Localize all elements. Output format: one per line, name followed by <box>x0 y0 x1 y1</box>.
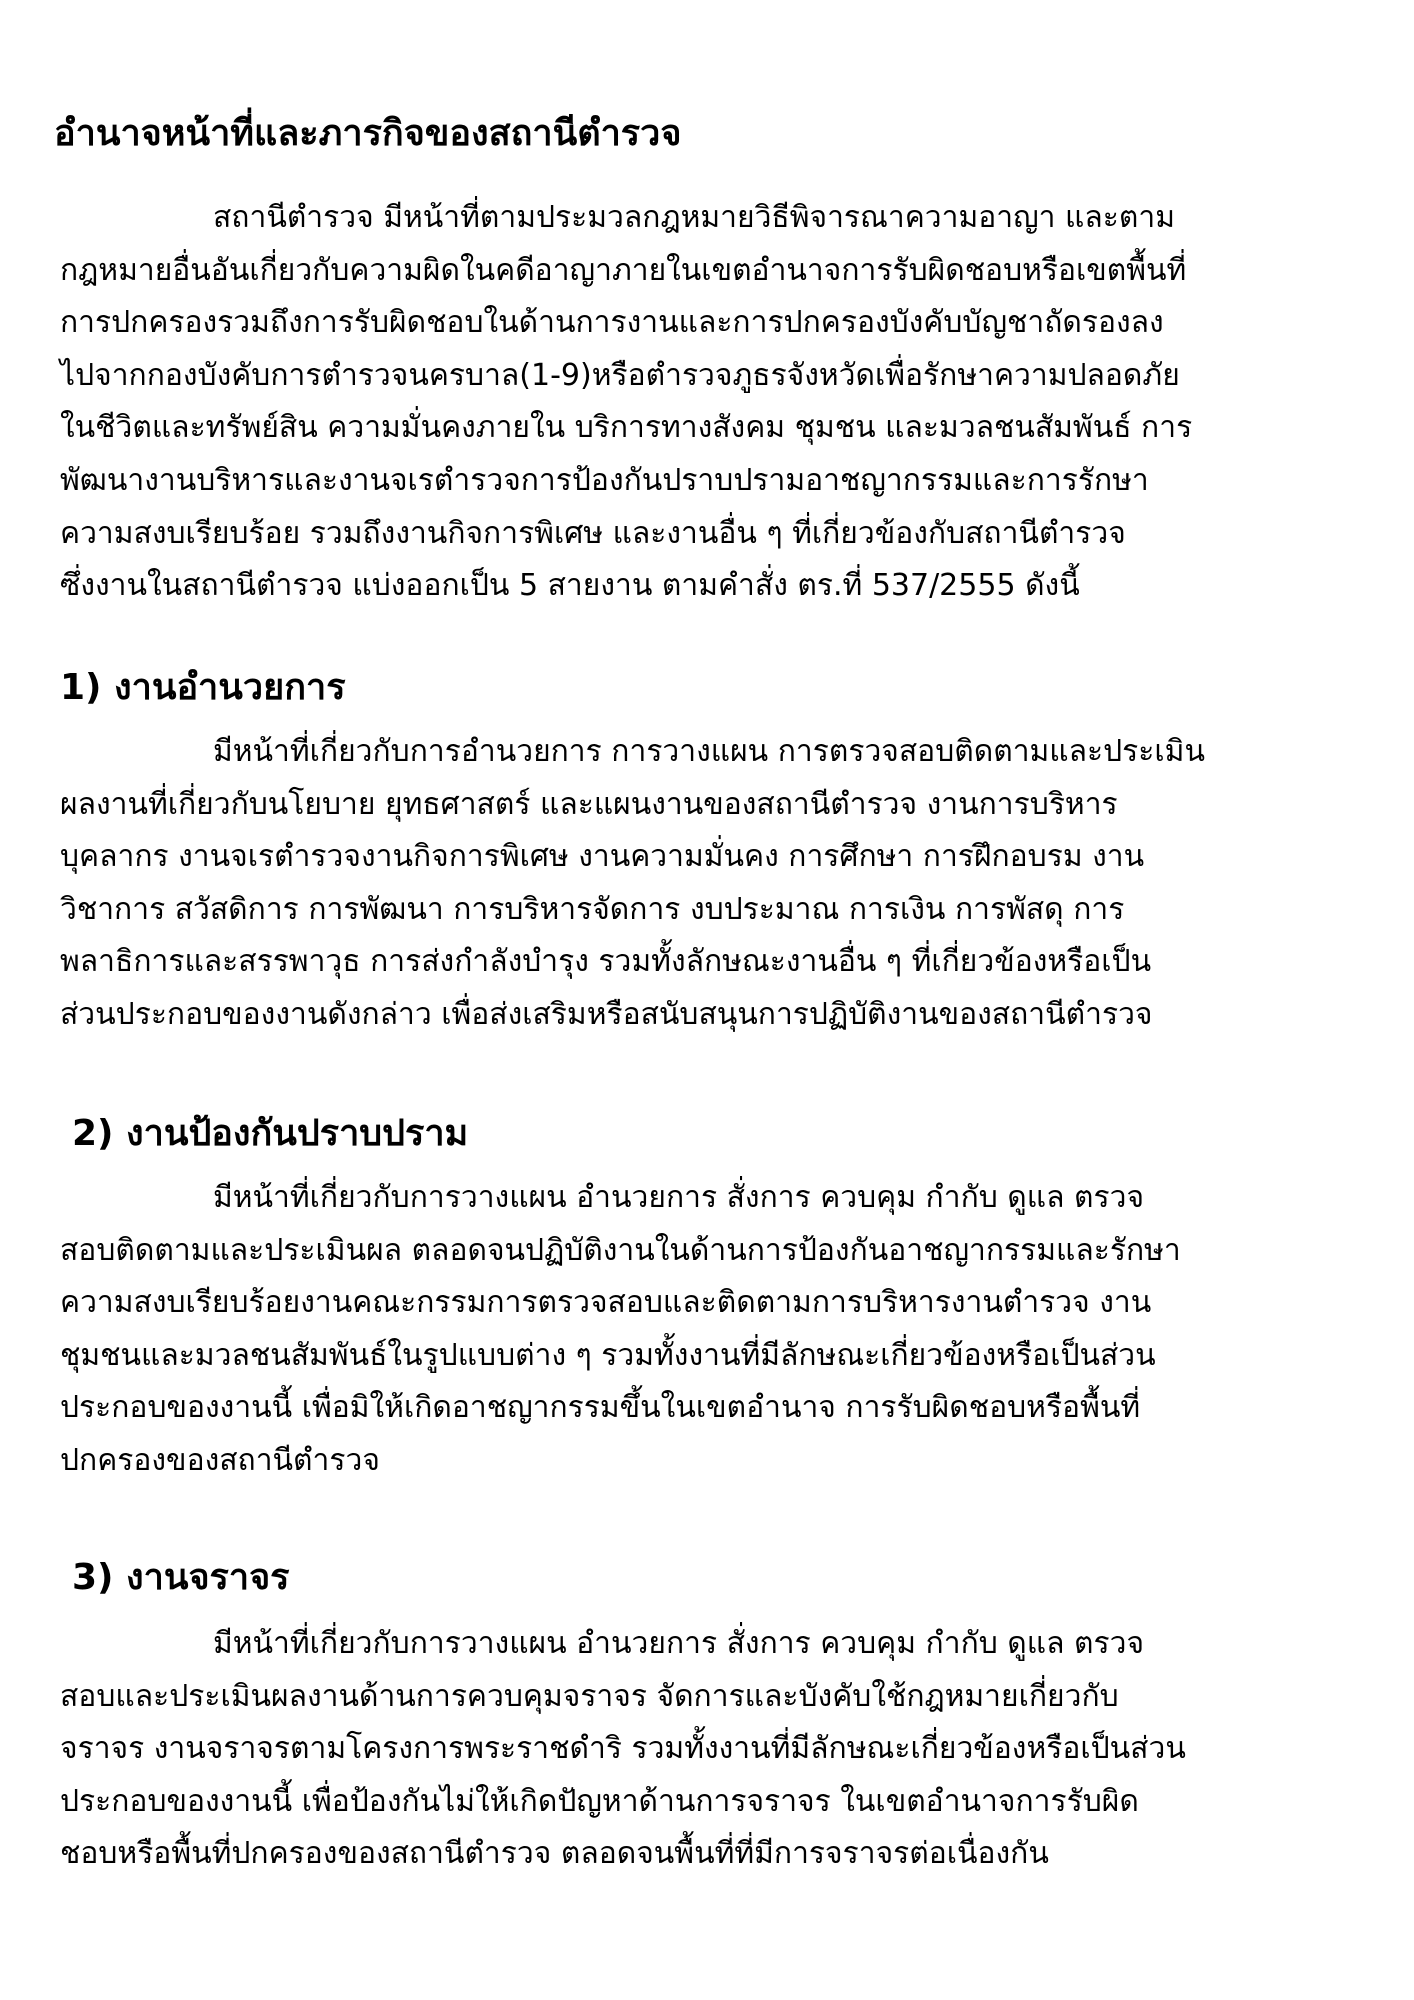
page-title: อำนาจหน้าที่และภารกิจของสถานีตำรวจ <box>54 113 682 154</box>
paragraph-line: ประกอบของงานนี้ เพื่อมิให้เกิดอาชญากรรมขึ้นในเขตอำนาจ การรับผิดชอบหรือพื้นที่ <box>60 1390 1141 1426</box>
paragraph-line: มีหน้าที่เกี่ยวกับการอำนวยการ การวางแผน การตรวจสอบติดตามและประเมิน <box>213 734 1205 769</box>
paragraph-line: ผลงานที่เกี่ยวกับนโยบาย ยุทธศาสตร์ และแผนงานของสถานีตำรวจ งานการบริหาร <box>60 786 1118 822</box>
paragraph-line: ไปจากกองบังคับการตำรวจนครบาล(1-9)หรือตำรวจภูธรจังหวัดเพื่อรักษาความปลอดภัย <box>60 357 1180 393</box>
paragraph-line: ประกอบของงานนี้ เพื่อป้องกันไม่ให้เกิดปัญหาด้านการจราจร ในเขตอำนาจการรับผิด <box>60 1783 1139 1819</box>
paragraph-line: ความสงบเรียบร้อยงานคณะกรรมการตรวจสอบและติดตามการบริหารงานตำรวจ งาน <box>60 1285 1152 1321</box>
intro-paragraph <box>60 192 1380 613</box>
paragraph-line: กฎหมายอื่นอันเกี่ยวกับความผิดในคดีอาญาภายในเขตอำนาจการรับผิดชอบหรือเขตพื้นที่ <box>60 252 1187 288</box>
paragraph-line: ปกครองของสถานีตำรวจ <box>60 1442 380 1478</box>
section-paragraph-traffic <box>60 1618 1380 1881</box>
paragraph-line: ส่วนประกอบของงานดังกล่าว เพื่อส่งเสริมหรือสนับสนุนการปฏิบัติงานของสถานีตำรวจ <box>60 996 1153 1032</box>
section-paragraph-administration <box>60 726 1380 1042</box>
paragraph-line: ความสงบเรียบร้อย รวมถึงงานกิจการพิเศษ และงานอื่น ๆ ที่เกี่ยวข้องกับสถานีตำรวจ <box>60 515 1126 551</box>
paragraph-line: การปกครองรวมถึงการรับผิดชอบในด้านการงานและการปกครองบังคับบัญชาถัดรองลง <box>60 305 1164 341</box>
paragraph-line: สถานีตำรวจ มีหน้าที่ตามประมวลกฎหมายวิธีพิจารณาความอาญา และตาม <box>213 200 1175 235</box>
section-heading-administration: 1) งานอำนวยการ <box>60 667 346 708</box>
section-paragraph-crime-prevention <box>60 1172 1380 1488</box>
paragraph-line: สอบติดตามและประเมินผล ตลอดจนปฏิบัติงานในด้านการป้องกันอาชญากรรมและรักษา <box>60 1232 1181 1268</box>
paragraph-line: ชอบหรือพื้นที่ปกครองของสถานีตำรวจ ตลอดจนพื้นที่ที่มีการจราจรต่อเนื่องกัน <box>60 1836 1049 1872</box>
paragraph-line: ชุมชนและมวลชนสัมพันธ์ในรูปแบบต่าง ๆ รวมทั้งงานที่มีลักษณะเกี่ยวข้องหรือเป็นส่วน <box>60 1337 1156 1373</box>
paragraph-line: ในชีวิตและทรัพย์สิน ความมั่นคงภายใน บริการทางสังคม ชุมชน และมวลชนสัมพันธ์ การ <box>60 410 1193 446</box>
paragraph-line: ซึ่งงานในสถานีตำรวจ แบ่งออกเป็น 5 สายงาน ตามคำสั่ง ตร.ที่ 537/2555 ดังนี้ <box>60 568 1080 604</box>
paragraph-line: สอบและประเมินผลงานด้านการควบคุมจราจร จัดการและบังคับใช้กฎหมายเกี่ยวกับ <box>60 1678 1119 1714</box>
paragraph-line: บุคลากร งานจเรตำรวจงานกิจการพิเศษ งานความมั่นคง การศึกษา การฝึกอบรม งาน <box>60 839 1145 875</box>
section-heading-traffic: 3) งานจราจร <box>72 1557 290 1598</box>
paragraph-line: จราจร งานจราจรตามโครงการพระราชดำริ รวมทั้งงานที่มีลักษณะเกี่ยวข้องหรือเป็นส่วน <box>60 1731 1186 1767</box>
section-heading-crime-prevention: 2) งานป้องกันปราบปราม <box>72 1113 469 1154</box>
paragraph-line: มีหน้าที่เกี่ยวกับการวางแผน อำนวยการ สั่งการ ควบคุม กำกับ ดูแล ตรวจ <box>213 1180 1145 1215</box>
paragraph-line: พลาธิการและสรรพาวุธ การส่งกำลังบำรุง รวมทั้งลักษณะงานอื่น ๆ ที่เกี่ยวข้องหรือเป็น <box>60 944 1152 980</box>
paragraph-line: มีหน้าที่เกี่ยวกับการวางแผน อำนวยการ สั่งการ ควบคุม กำกับ ดูแล ตรวจ <box>213 1626 1145 1661</box>
paragraph-line: พัฒนางานบริหารและงานจเรตำรวจการป้องกันปราบปรามอาชญากรรมและการรักษา <box>60 462 1149 498</box>
paragraph-line: วิชาการ สวัสดิการ การพัฒนา การบริหารจัดการ งบประมาณ การเงิน การพัสดุ การ <box>60 891 1125 927</box>
